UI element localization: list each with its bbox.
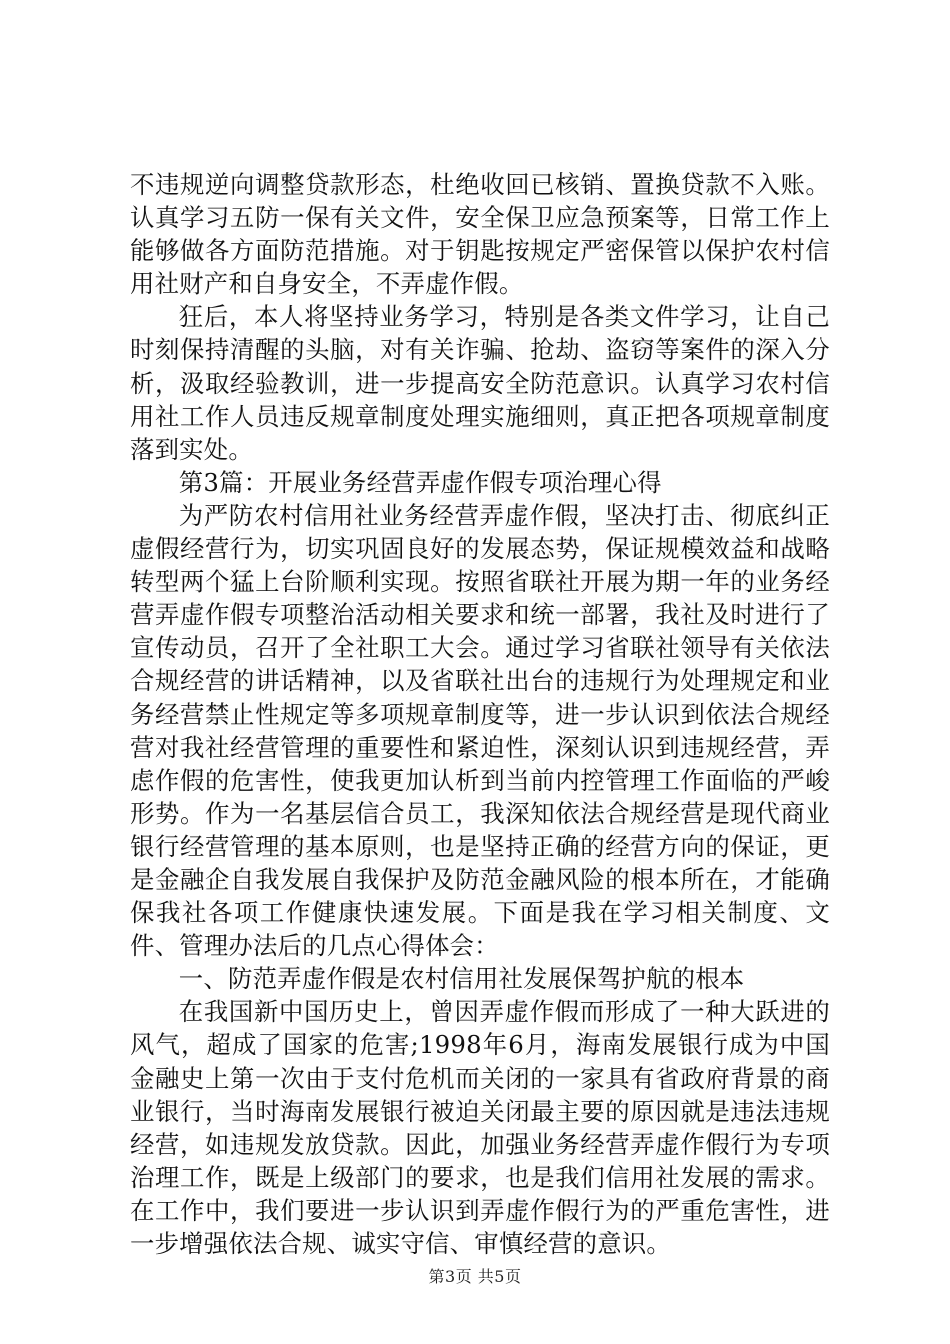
- page-number-footer: 第3页 共5页: [428, 1267, 522, 1286]
- paragraph: 狂后，本人将坚持业务学习，特别是各类文件学习，让自己时刻保持清醒的头脑，对有关诈骗、抢劫、盗窃等案件的深入分析，汲取经验教训，进一步提高安全防范意识。认真学习农村信用社工作人员违反规章制度处理实施细则，真正把各项规章制度落到实处。: [130, 302, 830, 464]
- paragraph: 为严防农村信用社业务经营弄虚作假，坚决打击、彻底纠正虚假经营行为，切实巩固良好的发展态势，保证规模效益和战略转型两个猛上台阶顺利实现。按照省联社开展为期一年的业务经营弄虚作假专项整治活动相关要求和统一部署，我社及时进行了宣传动员，召开了全社职工大会。通过学习省联社领导有关依法合规经营的讲话精神，以及省联社出台的违规行为处理规定和业务经营禁止性规定等多项规章制度等，进一步认识到依法合规经营对我社经营管理的重要性和紧迫性，深刻认识到违规经营，弄虑作假的危害性，使我更加认析到当前内控管理工作面临的严峻形势。作为一名基层信合员工，我深知依法合规经营是现代商业银行经营管理的基本原则，也是坚持正确的经营方向的保证，更是金融企自我发展自我保护及防范金融风险的根本所在，才能确保我社各项工作健康快速发展。下面是我在学习相关制度、文件、管理办法后的几点心得体会：: [130, 500, 830, 961]
- paragraph: 不违规逆向调整贷款形态，杜绝收回已核销、置换贷款不入账。认真学习五防一保有关文件，安全保卫应急预案等，日常工作上能够做各方面防范措施。对于钥匙按规定严密保管以保护农村信用社财产和自身安全，不弄虚作假。: [130, 170, 830, 299]
- section-heading: 第3篇：开展业务经营弄虚作假专项治理心得: [178, 467, 662, 497]
- paragraph: 在我国新中国历史上，曾因弄虚作假而形成了一种大跃进的风气，超成了国家的危害;1998年6月，海南发展银行成为中国金融史上第一次由于支付危机而关闭的一家具有省政府背景的商业银行，当时海南发展银行被迫关闭最主要的原因就是违法违规经营，如违规发放贷款。因此，加强业务经营弄虚作假行为专项治理工作，既是上级部门的要求，也是我们信用社发展的需求。在工作中，我们要进一步认识到弄虚作假行为的严重危害性，进一步增强依法合规、诚实守信、审慎经营的意识。: [130, 997, 830, 1258]
- document-body: [130, 168, 830, 1260]
- subsection-heading: 一、防范弄虚作假是农村信用社发展保驾护航的根本: [178, 964, 745, 994]
